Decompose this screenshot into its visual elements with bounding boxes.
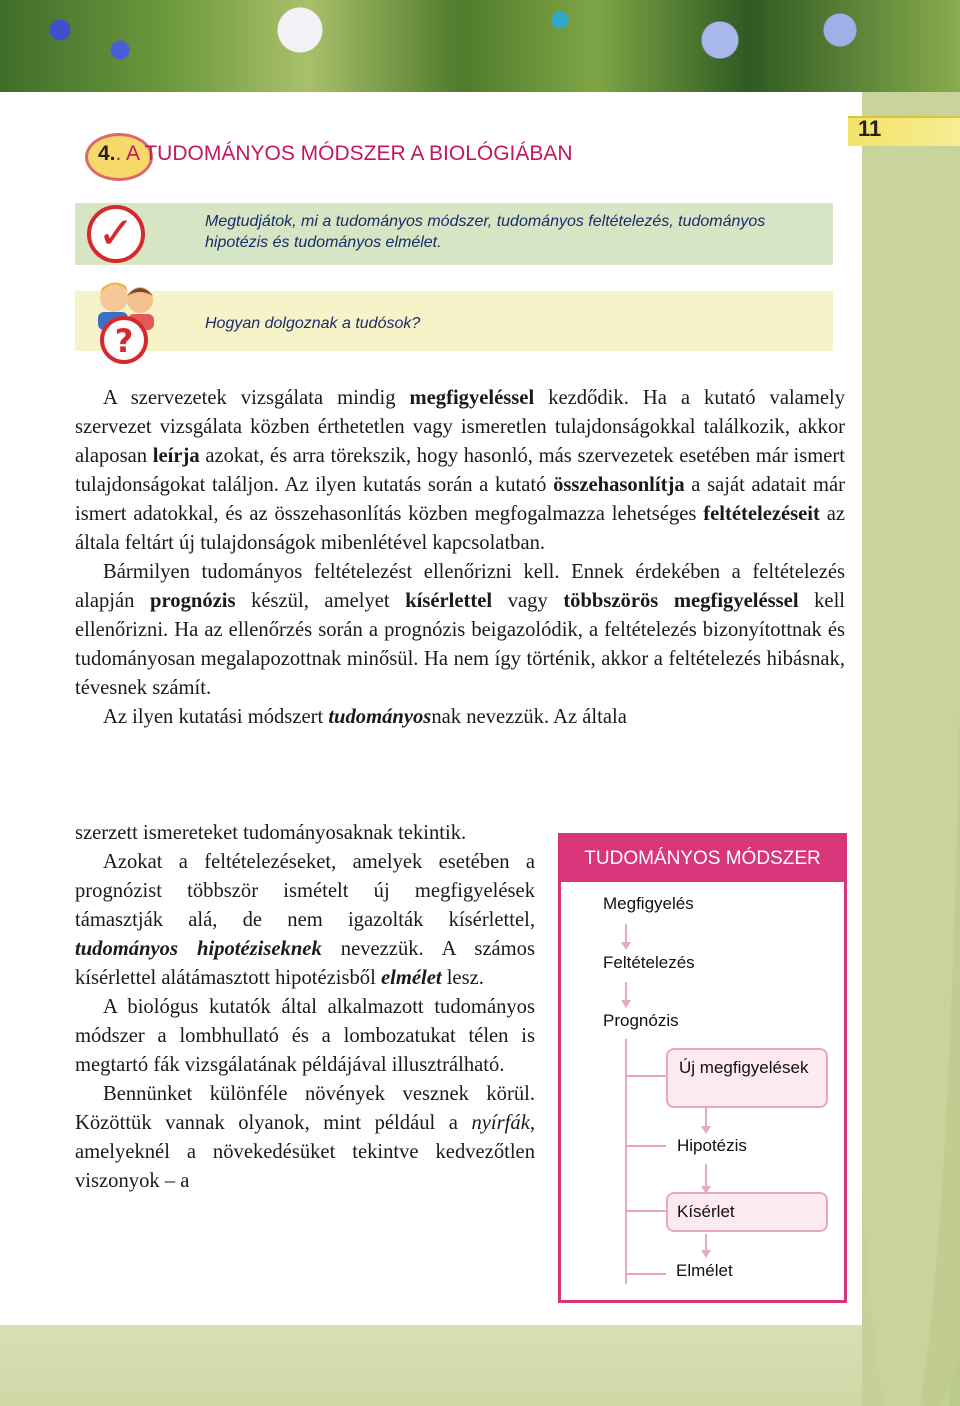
step-observation: Megfigyelés	[603, 894, 694, 913]
decorative-leaf-margin	[862, 92, 960, 1406]
step-hypothesis-assumption: Feltételezés	[603, 953, 695, 972]
paragraph-4: Azokat a feltételezéseket, amelyek esetében a prognózist többször ismételt új megfigyelések támasztják alá, de nem igazolták kísérlettel, tudományos hipotéziseknek nevezzük. A számos kísérlettel alátámasztott hipotézisből elmélet lesz.	[75, 851, 535, 989]
question-text: Hogyan dolgoznak a tudósok?	[205, 315, 421, 332]
checkmark-icon: ✓	[87, 205, 145, 263]
section-number: 4.	[98, 142, 116, 165]
main-text-column	[75, 384, 845, 732]
page-number: 11	[858, 116, 882, 141]
narrow-text-column	[75, 819, 535, 1196]
paragraph-1: A szervezetek vizsgálata mindig megfigyeléssel kezdődik. Ha a kutató valamely szervezet vizsgálata közben érthetetlen vagy ismeretlen tulajdonságokkal találkozik, akkor alaposan leírja azokat, és arra törekszik, hogy hasonló, más szervezetek esetében már ismert tulajdonságokat találjon. Az ilyen kutatás során a kutató összehasonlítja a saját adatait már ismert adatokkal, és az összehasonlítás közben megfogalmazza lehetséges feltételezéseit az általa feltárt új tulajdonságok mibenlétével kapcsolatban.	[75, 387, 846, 554]
section-title: . A TUDOMÁNYOS MÓDSZER A BIOLÓGIÁBAN	[115, 142, 573, 165]
goal-text: Megtudjátok, mi a tudományos módszer, tudományos feltételezés, tudományos hipotézis és tudományos elmélet.	[205, 213, 766, 251]
paragraph-6: Bennünket különféle növények vesznek körül. Közöttük vannak olyanok, mint például a nyírfák, amelyeknél a növekedésüket tekintve kedvezőtlen viszonyok – a	[75, 1083, 535, 1192]
paragraph-3: Az ilyen kutatási módszert tudományosnak nevezzük. Az általa	[103, 706, 627, 728]
decorative-bottom-margin	[0, 1325, 862, 1406]
branch-experiment: Kísérlet	[677, 1202, 735, 1221]
decorative-flower-banner	[0, 0, 960, 92]
paragraph-5: A biológus kutatók által alkalmazott tudományos módszer a lombhullató és a lombozatukat télen is megtartó fák vizsgálatának példájával illusztrálható.	[75, 996, 535, 1076]
new-observations-box	[666, 1048, 828, 1108]
branch-new-observations: Új megfigyelések	[679, 1058, 809, 1077]
scientific-method-diagram	[558, 833, 847, 1303]
branch-theory: Elmélet	[676, 1261, 733, 1280]
paragraph-2: Bármilyen tudományos feltételezést ellenőrizni kell. Ennek érdekében a feltételezés alapján prognózis készül, amelyet kísérlettel vagy többszörös megfigyeléssel kell ellenőrizni. Ha az ellenőrzés során a prognózis beigazolódik, a feltételezés bizonyítottnak és tudományosan megalapozottnak minősül. Ha nem így történik, akkor a feltételezés hibásnak, tévesnek számít.	[75, 561, 846, 699]
svg-text:?: ?	[114, 322, 134, 360]
branch-hypothesis: Hipotézis	[677, 1136, 747, 1155]
step-prognosis: Prognózis	[603, 1011, 679, 1030]
chapter-heading	[98, 142, 573, 166]
diagram-title: TUDOMÁNYOS MÓDSZER	[561, 836, 844, 882]
paragraph-3-continued: szerzett ismereteket tudományosaknak tekintik.	[75, 822, 467, 844]
children-question-icon	[90, 276, 160, 364]
